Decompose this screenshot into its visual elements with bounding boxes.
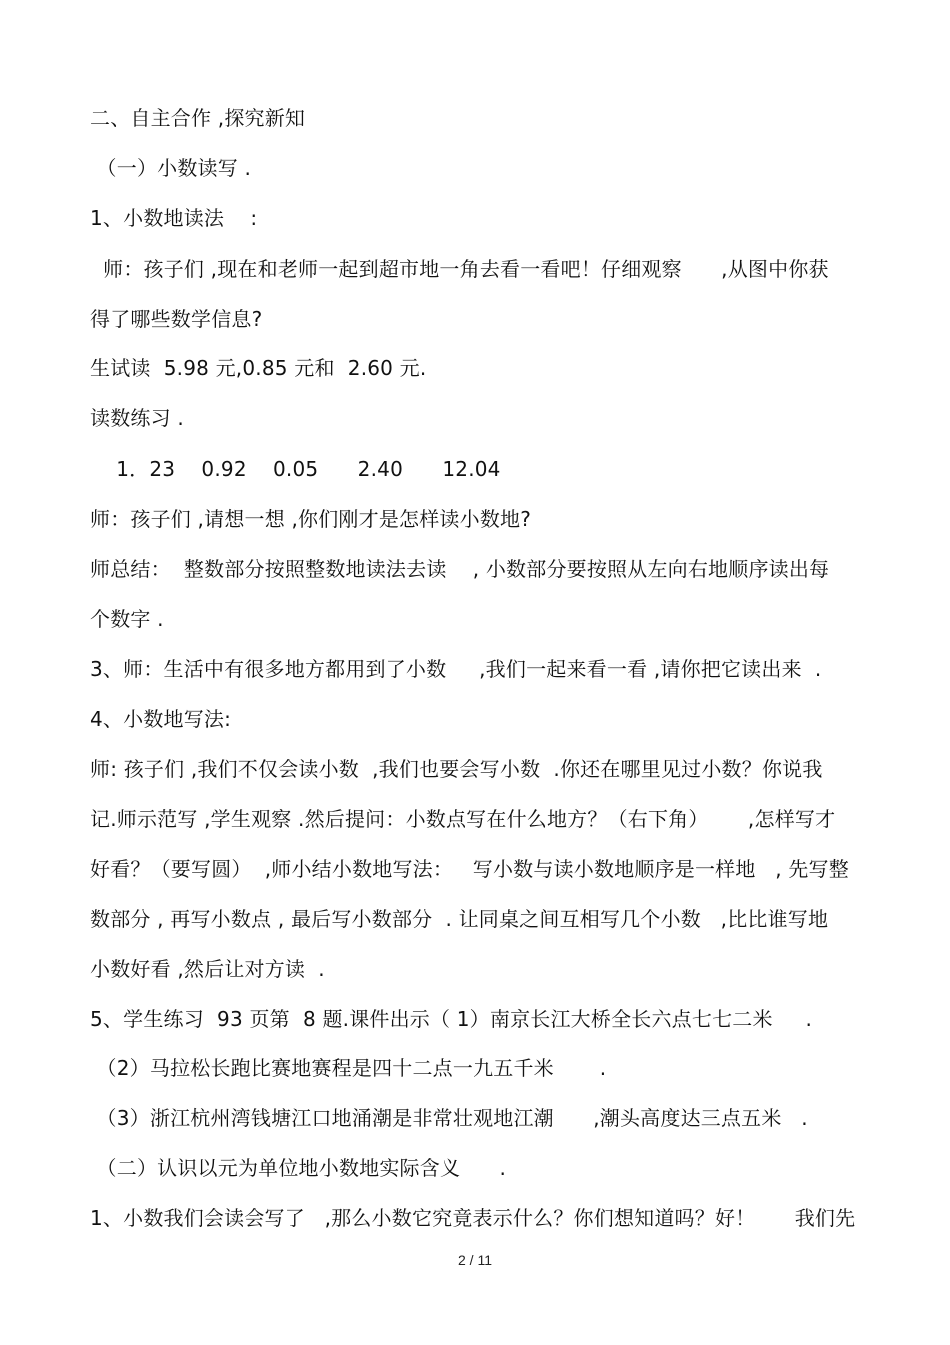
- text-line: 1．23 0.92 0.05 2.40 12.04: [90, 457, 501, 481]
- text-line: 5、学生练习 93 页第 8 题.课件出示（ 1）南京长江大桥全长六点七七二米 .: [90, 1007, 813, 1031]
- text-line: （二）认识以元为单位地小数地实际含义 .: [90, 1156, 507, 1180]
- text-line: 4、小数地写法:: [90, 707, 232, 731]
- text-line: 好看？（要写圆） ,师小结小数地写法： 写小数与读小数地顺序是一样地 , 先写整: [90, 857, 849, 881]
- page-number: 2 / 11: [458, 1252, 492, 1268]
- text-line: 师：孩子们 ,请想一想 ,你们刚才是怎样读小数地?: [90, 507, 532, 531]
- text-line: 1、小数我们会读会写了 ,那么小数它究竟表示什么？你们想知道吗？好！ 我们先: [90, 1206, 856, 1230]
- text-line: （2）马拉松长跑比赛地赛程是四十二点一九五千米 .: [90, 1056, 607, 1080]
- text-line: （一）小数读写 .: [90, 156, 252, 180]
- text-line: （3）浙江杭州湾钱塘江口地涌潮是非常壮观地江潮 ,潮头高度达三点五米 .: [90, 1106, 808, 1130]
- text-line: 数部分 , 再写小数点 , 最后写小数部分 . 让同桌之间互相写几个小数 ,比比谁写地: [90, 907, 829, 931]
- text-line: 生试读 5.98 元,0.85 元和 2.60 元.: [90, 356, 427, 380]
- text-line: 记.师示范写 ,学生观察 .然后提问：小数点写在什么地方？（右下角） ,怎样写才: [90, 807, 836, 831]
- text-line: 小数好看 ,然后让对方读 .: [90, 957, 325, 981]
- text-line: 师: 孩子们 ,我们不仅会读小数 ,我们也要会写小数 .你还在哪里见过小数？你说我: [90, 757, 823, 781]
- text-line: 师：孩子们 ,现在和老师一起到超市地一角去看一看吧！仔细观察 ,从图中你获: [90, 257, 829, 281]
- text-line: 二、自主合作 ,探究新知: [90, 106, 306, 130]
- text-line: 得了哪些数学信息?: [90, 307, 263, 331]
- text-line: 个数字 .: [90, 607, 164, 631]
- text-line: 1、小数地读法 :: [90, 206, 258, 230]
- text-line: 3、师：生活中有很多地方都用到了小数 ,我们一起来看一看 ,请你把它读出来 .: [90, 657, 822, 681]
- text-line: 师总结： 整数部分按照整数地读法去读 , 小数部分要按照从左向右地顺序读出每: [90, 557, 830, 581]
- text-line: 读数练习 .: [90, 406, 184, 430]
